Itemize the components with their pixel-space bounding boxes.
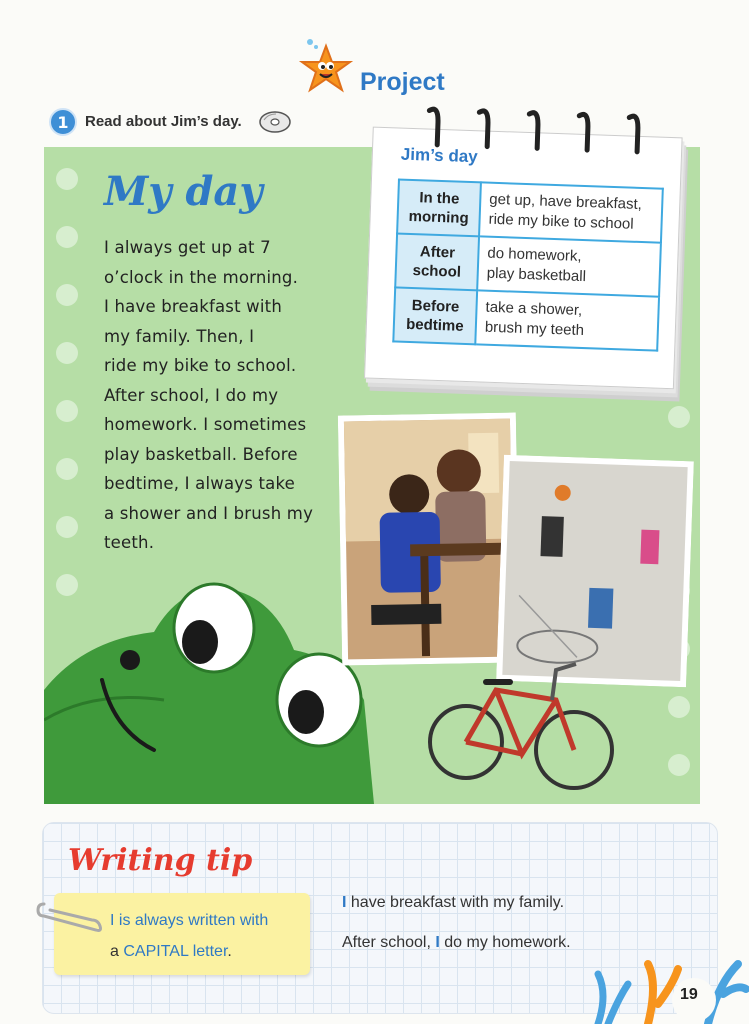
jims-day-notebook [363, 127, 687, 408]
frog-illustration [44, 570, 374, 804]
time-label: morning [408, 207, 469, 227]
page-number: 19 [680, 986, 698, 1003]
time-cell [393, 287, 477, 344]
reading-line: homework. I sometimes [104, 415, 307, 434]
reading-line: play basketball. Before [104, 444, 298, 464]
homework-photo [338, 412, 520, 665]
binder-ring-icon [474, 102, 502, 151]
activity-text: brush my teeth [484, 318, 585, 340]
reading-line: I always get up at 7 [104, 238, 271, 257]
activity-cell [477, 236, 661, 296]
reading-line: ride my bike to school. [104, 356, 297, 375]
notebook-title: Jim’s day [400, 144, 479, 167]
binder-ring-icon [624, 107, 652, 156]
reading-line: I have breakfast with [104, 297, 282, 316]
binder-ring-icon [424, 100, 452, 149]
activity-text: play basketball [486, 264, 587, 286]
writing-tip-title: Writing tip [68, 843, 253, 878]
tip-rule-accent: CAPITAL letter [123, 943, 228, 960]
example-text: After school, [342, 934, 436, 951]
table-row [397, 180, 663, 243]
step-number-badge: 1 [49, 108, 77, 136]
reading-body [104, 233, 344, 558]
reading-line: After school, I do my [104, 385, 279, 405]
reading-title: My day [104, 168, 263, 215]
audio-cd-icon[interactable] [258, 110, 292, 134]
example-sentence-2 [342, 934, 571, 952]
time-label: In the [419, 189, 460, 208]
activity-text: get up, have breakfast, [489, 190, 643, 214]
tip-rule-text: . [227, 943, 232, 960]
time-cell [395, 233, 479, 290]
activity-cell [479, 182, 663, 242]
paperclip-icon [36, 890, 106, 940]
time-label: After [419, 243, 456, 262]
reading-line: a shower and I brush my [104, 503, 314, 523]
notebook-page [364, 127, 683, 390]
table-row [393, 287, 659, 350]
tip-rule-text: I is always written with [110, 912, 269, 929]
reading-line: bedtime, I always take [104, 474, 295, 493]
table-row [395, 233, 661, 296]
capital-i-mark: I [342, 894, 347, 911]
example-sentence-1 [342, 894, 564, 912]
activity-text: do homework, [487, 244, 582, 265]
time-label: bedtime [405, 315, 464, 335]
reading-line: o’clock in the morning. [104, 267, 299, 287]
tip-rule-text: a [110, 943, 124, 960]
time-label: Before [411, 297, 460, 316]
activity-text: ride my bike to school [488, 210, 634, 233]
coral-decoration-icon [588, 944, 749, 1024]
binder-ring-icon [524, 104, 552, 153]
tip-rule [110, 905, 305, 967]
reading-line: teeth. [104, 533, 155, 552]
activity-text: take a shower, [485, 298, 583, 320]
schedule-table [392, 178, 664, 351]
example-text: do my homework. [439, 934, 571, 951]
instruction-text: Read about Jim’s day. [85, 113, 242, 130]
starfish-mascot-icon [296, 38, 356, 98]
binder-ring-icon [574, 106, 602, 155]
reading-line: my family. Then, I [104, 326, 255, 346]
time-cell [397, 180, 481, 237]
example-text: have breakfast with my family. [346, 894, 565, 911]
time-label: school [412, 262, 462, 281]
activity-cell [475, 290, 659, 350]
bicycle-image [426, 650, 616, 800]
page-title: Project [360, 68, 445, 96]
capital-i-mark: I [435, 934, 440, 951]
